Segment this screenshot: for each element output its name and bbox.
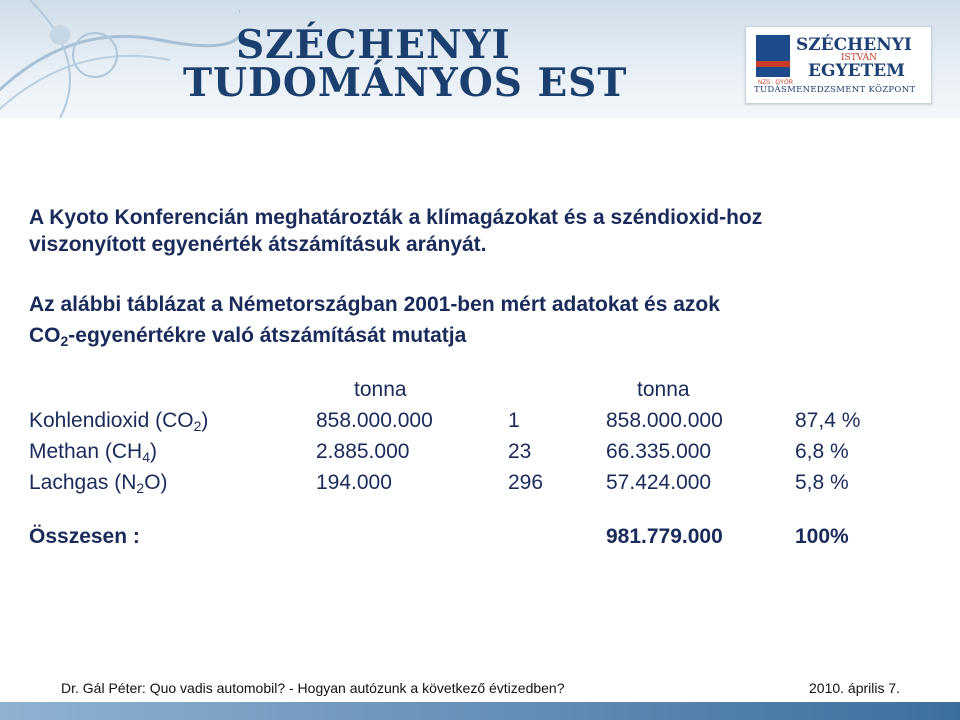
intro-line2: viszonyított egyenérték átszámításuk arányát. — [29, 233, 487, 256]
intro-line1: A Kyoto Konferencián meghatározták a klímagázokat és a széndioxid-hoz — [29, 206, 763, 229]
table-row-name: Lachgas $(N_2O)$ — [29, 471, 168, 496]
total-percent: 100% — [795, 525, 849, 548]
table-cell-amount: 194.000 — [316, 471, 392, 494]
description-rest: -egyenértékre való átszámítását mutatja — [68, 324, 467, 347]
total-equivalent: 981.779.000 — [606, 525, 723, 548]
table-cell-factor: 23 — [508, 440, 532, 463]
table-cell-percent: 6,8 % — [795, 440, 849, 463]
co2-text: CO — [29, 324, 61, 347]
logo-tag: NZS · GYŐR — [758, 80, 794, 86]
banner-title-line1: SZÉCHENYI — [236, 22, 511, 68]
header-banner — [0, 0, 960, 118]
logo-text-line1: SZÉCHENYI — [796, 35, 912, 55]
table-cell-equivalent: 66.335.000 — [606, 440, 712, 463]
logo-text-line4: TUDÁSMENEDZSMENT KÖZPONT — [754, 85, 916, 95]
table-cell-factor: 296 — [508, 471, 544, 494]
university-logo — [745, 26, 932, 104]
table-row-name: Kohlendioxid $(CO_2)$ — [29, 409, 209, 434]
table-cell-factor: 1 — [508, 409, 520, 432]
table-cell-equivalent: 858.000.000 — [606, 409, 723, 432]
co2-subscript: 2 — [60, 333, 69, 349]
table-cell-amount: 2.885.000 — [316, 440, 410, 463]
banner-title-line2: TUDOMÁNYOS EST — [183, 60, 628, 106]
shield-icon — [756, 35, 790, 77]
description-line2 — [29, 320, 929, 351]
table-description — [29, 289, 929, 351]
table-cell-amount: 858.000.000 — [316, 409, 433, 432]
table-cell-percent: 87,4 % — [795, 409, 861, 432]
footer-author-title: Dr. Gál Péter: Quo vadis automobil? - Hogyan autózunk a következő évtizedben? — [61, 680, 565, 696]
unit-header-equivalent: tonna — [637, 378, 690, 401]
intro-paragraph — [29, 204, 929, 258]
footer-date: 2010. április 7. — [809, 680, 901, 696]
total-label: Összesen : — [29, 525, 140, 548]
unit-header-amount: tonna — [354, 378, 407, 401]
table-row-name: Methan $(CH_4)$ — [29, 440, 157, 465]
logo-text-line3: EGYETEM — [808, 61, 905, 81]
footer-bar — [0, 702, 960, 720]
table-cell-equivalent: 57.424.000 — [606, 471, 712, 494]
table-cell-percent: 5,8 % — [795, 471, 849, 494]
logo-text-line2: ISTVÁN — [841, 53, 877, 63]
description-line1: Az alábbi táblázat a Németországban 2001-ben mért adatokat és azok — [29, 293, 720, 316]
